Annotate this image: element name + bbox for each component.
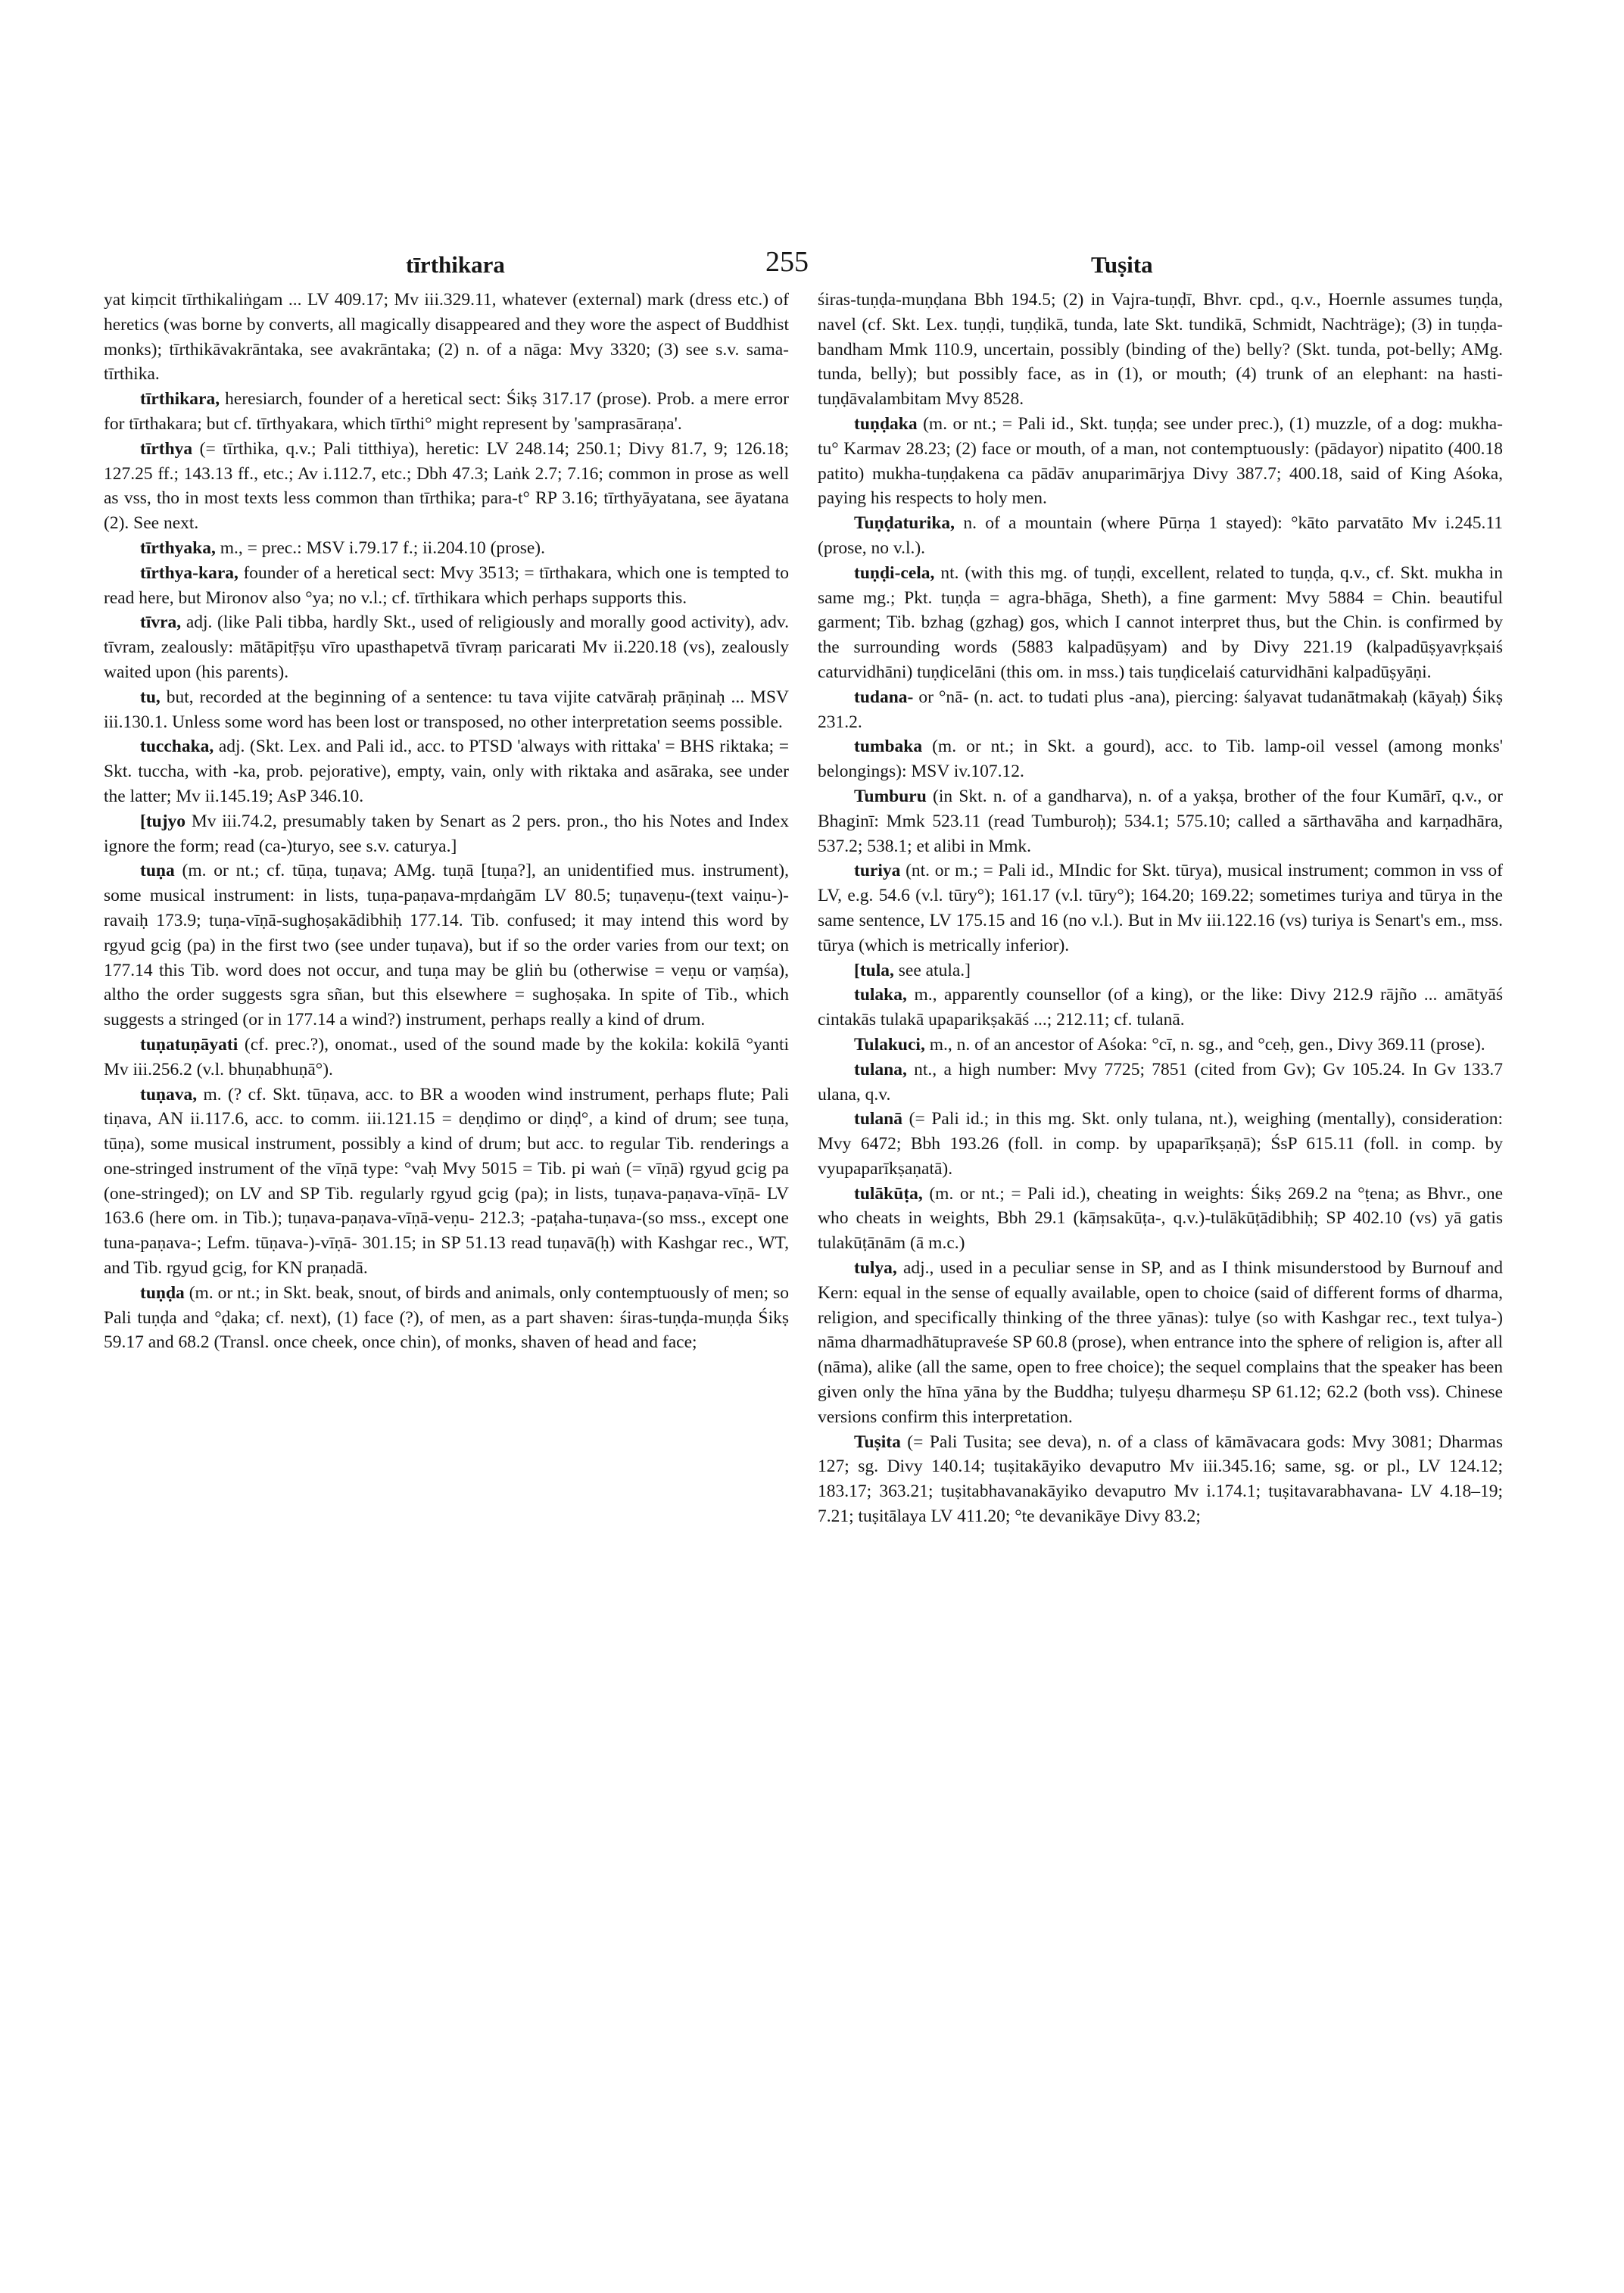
entry-headword: tulana,	[854, 1059, 907, 1080]
entry-headword: tīrthya-kara,	[140, 562, 238, 583]
entry-definition: nt. (with this mg. of tuṇḍi, excellent, related to tuṇḍa, q.v., cf. Skt. mukha in same mg.; Pkt. tuṇḍa = agra-bhāga, Sheth), a fine garment: Mvy 5884 = Chin. beautiful garment; Tib. bzhag (gzhag) gos, which I cannot interpret thus, but the Chin. is confirmed by the surrounding words (5883 kalpadūṣyam) and by Divy 221.19 (kalpadūṣyavṛkṣaiś caturvidhāni) tuṇḍicelāni (this om. in mss.) tais tuṇḍicelaiś caturvidhāni kalpadūṣyāṇi.	[818, 562, 1503, 682]
entry-headword: tuṇḍaka	[854, 413, 918, 434]
dictionary-entry	[104, 1033, 789, 1083]
dictionary-entry	[104, 437, 789, 536]
entry-headword: turiya	[854, 861, 901, 881]
entry-headword: Tulakuci,	[854, 1034, 925, 1055]
entry-definition: (= tīrthika, q.v.; Pali titthiya), heretic: LV 248.14; 250.1; Divy 81.7, 9; 126.18; 127.25 ff.; 143.13 ff., etc.; Av i.112.7, etc.; Dbh 47.3; Laṅk 2.7; 7.16; common in prose as well as vss, tho in most texts less common than tīrthika; para-t° RP 3.16; tīrthyāyatana, see āyatana (2). See next.	[104, 438, 789, 534]
dictionary-entry	[104, 858, 789, 1033]
entry-definition: nt., a high number: Mvy 7725; 7851 (cited from Gv); Gv 105.24. In Gv 133.7 ulana, q.v.	[818, 1059, 1503, 1104]
dictionary-entry	[818, 1430, 1503, 1529]
entry-definition: (nt. or m.; = Pali id., MIndic for Skt. tūrya), musical instrument; common in vss of LV, e.g. 54.6 (v.l. tūry°); 161.17 (v.l. tūry°); 164.20; 169.22; sometimes turiya and tūrya in the same sentence, LV 175.15 and 16 (no v.l.). But in Mv iii.122.16 (vs) turiya is Senart's em., mss. tūrya (which is metrically inferior).	[818, 861, 1503, 955]
entry-headword: tuṇatuṇāyati	[140, 1034, 238, 1055]
dictionary-entry	[818, 511, 1503, 561]
entry-headword: tumbaka	[854, 737, 923, 757]
dictionary-entry	[818, 958, 1503, 983]
dictionary-entry	[818, 983, 1503, 1033]
dictionary-entry	[104, 610, 789, 684]
entry-headword: tuṇa	[140, 861, 175, 881]
entry-definition: n. of a mountain (where Pūrṇa 1 stayed): °kāto parvatāto Mv i.245.11 (prose, no v.l.).	[818, 513, 1503, 558]
entry-headword: tulākūṭa,	[854, 1183, 923, 1204]
entry-headword: tīrthyaka,	[140, 537, 216, 558]
dictionary-entry	[818, 734, 1503, 784]
entry-definition: (= Pali id.; in this mg. Skt. only tulana, nt.), weighing (mentally), consideration: Mvy 6472; Bbh 193.26 (foll. in comp. by upaparīkṣaṇā); ŚsP 615.11 (foll. in comp. by vyupaparīkṣaṇatā).	[818, 1109, 1503, 1179]
dictionary-entry	[104, 685, 789, 735]
entry-definition: adj., used in a peculiar sense in SP, and as I think misunderstood by Burnouf and Kern: equal in the sense of equally available, open to choice (said of different forms of dharma, religion, and specifically thinking of the three yānas): tulye (so with Kashgar rec., text tulya-) nāma dharmadhātupraveśe SP 60.8 (prose), when entrance into the sphere of religion is, after all (nāma), alike (all the same, open to free choice); the sequel complains that the speaker has been given only the hīna yāna by the Buddha; tulyeṣu dharmeṣu SP 61.12; 62.2 (both vss). Chinese versions confirm this interpretation.	[818, 1258, 1503, 1427]
entry-definition: m., apparently counsellor (of a king), or the like: Divy 212.9 rājño ... amātyāś cintakās tulakā upaparikṣakāś ...; 212.11; cf. tulanā.	[818, 985, 1503, 1030]
page-number: 255	[765, 246, 809, 278]
entry-headword: Tumburu	[854, 786, 927, 806]
entry-definition: but, recorded at the beginning of a sentence: tu tava vijite catvāraḥ prāṇinaḥ ... MSV iii.130.1. Unless some word has been lost or transposed, no other interpretation seems possible.	[104, 687, 789, 732]
dictionary-entry	[818, 858, 1503, 958]
entry-headword: [tula,	[854, 960, 894, 980]
left-guide-word: tīrthikara	[406, 251, 505, 278]
entry-definition: (in Skt. n. of a gandharva), n. of a yakṣa, brother of the four Kumārī, q.v., or Bhaginī: Mmk 523.11 (read Tumburoḥ); 534.1; 575.10; called a sārthavāha and karṇadhāra, 537.2; 538.1; et alibi in Mmk.	[818, 786, 1503, 856]
dictionary-entry	[104, 536, 789, 561]
entry-definition: adj. (Skt. Lex. and Pali id., acc. to PTSD 'always with rittaka' = BHS riktaka; = Skt. tuccha, with -ka, prob. pejorative), empty, vain, only with riktaka and asāraka, see under the latter; Mv ii.145.19; AsP 346.10.	[104, 737, 789, 806]
entry-definition: śiras-tuṇḍa-muṇḍana Bbh 194.5; (2) in Vajra-tuṇḍī, Bhvr. cpd., q.v., Hoernle assumes tuṇḍa, navel (cf. Skt. Lex. tuṇḍi, tuṇḍikā, tunda, late Skt. tundikā, Schmidt, Nachträge); (3) in tuṇḍa-bandham Mmk 110.9, uncertain, possibly (binding of the) belly? (Skt. tunda, pot-belly; AMg. tunda, belly); but possibly face, as in (1), or mouth; (4) trunk of an elephant: na hasti-tuṇḍāvalambitam Mvy 8528.	[818, 290, 1503, 410]
entry-definition: or °nā- (n. act. to tudati plus -ana), piercing: śalyavat tudanātmakaḥ (kāyaḥ) Śikṣ 231.2.	[818, 687, 1503, 732]
dictionary-entry	[818, 561, 1503, 685]
entry-headword: tuṇḍi-cela,	[854, 562, 935, 583]
dictionary-entry	[818, 784, 1503, 858]
dictionary-entry	[104, 561, 789, 611]
left-column	[104, 288, 789, 2256]
entry-headword: tulanā	[854, 1109, 902, 1129]
dictionary-entry	[818, 1058, 1503, 1108]
dictionary-entry	[818, 288, 1503, 412]
dictionary-entry	[818, 1256, 1503, 1430]
entry-headword: tuṇava,	[140, 1084, 198, 1104]
entry-definition: adj. (like Pali tibba, hardly Skt., used of religiously and morally good activity), adv. tīvram, zealously: mātāpitṝṣu vīro upasthapetvā tīvraṃ paricarati Mv ii.220.18 (vs), zealously waited upon (his parents).	[104, 612, 789, 682]
entry-headword: [tujyo	[140, 811, 186, 831]
entry-headword: tu,	[140, 687, 161, 707]
entry-definition: yat kiṃcit tīrthikaliṅgam ... LV 409.17; Mv iii.329.11, whatever (external) mark (dress etc.) of heretics (was borne by converts, all magically disappeared and they wore the aspect of Buddhist monks); tīrthikāvakrāntaka, see avakrāntaka; (2) n. of a nāga: Mvy 3320; (3) see s.v. sama-tīrthika.	[104, 290, 789, 385]
entry-definition: heresiarch, founder of a heretical sect: Śikṣ 317.17 (prose). Prob. a mere error for tīrthakara; but cf. tīrthyakara, which tīrthi° might represent by 'samprasāraṇa'.	[104, 389, 789, 434]
dictionary-entry	[104, 387, 789, 437]
entry-definition: (= Pali Tusita; see deva), n. of a class of kāmāvacara gods: Mvy 3081; Dharmas 127; sg. Divy 140.14; tuṣitakāyiko devaputro Mv iii.345.16; same, sg. or pl., LV 124.12; 183.17; 363.21; tuṣitabhavanakāyiko devaputro Mv i.174.1; tuṣitavarabhavana- LV 4.18–19; 7.21; tuṣitālaya LV 411.20; °te devanikāye Divy 83.2;	[818, 1432, 1503, 1527]
dictionary-entry	[104, 809, 789, 859]
dictionary-entry	[104, 1281, 789, 1355]
entry-definition: (m. or nt.; = Pali id.), cheating in weights: Śikṣ 269.2 na °ṭena; as Bhvr., one who cheats in weights, Bbh 29.1 (kāṃsakūṭa-, q.v.)-tulākūṭādibhiḥ; SP 402.10 (vs) yā gatis tulakūṭānām (ā m.c.)	[818, 1183, 1503, 1254]
dictionary-entry	[104, 734, 789, 808]
entry-headword: tīvra,	[140, 612, 182, 633]
entry-definition: m., n. of an ancestor of Aśoka: °cī, n. sg., and °ceḥ, gen., Divy 369.11 (prose).	[929, 1034, 1485, 1055]
dictionary-entry	[818, 1182, 1503, 1256]
entry-definition: m., = prec.: MSV i.79.17 f.; ii.204.10 (prose).	[220, 537, 546, 558]
entry-headword: tuṇḍa	[140, 1282, 185, 1303]
dictionary-entry	[818, 685, 1503, 735]
entry-headword: tulaka,	[854, 985, 907, 1005]
entry-definition: (m. or nt.; in Skt. beak, snout, of birds and animals, only contemptuously of men; so Pali tuṇḍa and °ḍaka; cf. next), (1) face (?), of men, as a part shaven: śiras-tuṇḍa-muṇḍa Śikṣ 59.17 and 68.2 (Transl. once cheek, once chin), of monks, shaven of head and face;	[104, 1282, 789, 1353]
entry-definition: Mv iii.74.2, presumably taken by Senart as 2 pers. pron., tho his Notes and Index ignore the form; read (ca-)turyo, see s.v. caturya.]	[104, 811, 789, 856]
dictionary-entry	[818, 1107, 1503, 1181]
entry-definition: (m. or nt.; = Pali id., Skt. tuṇḍa; see under prec.), (1) muzzle, of a dog: mukha-tu° Karmav 28.23; (2) face or mouth, of a man, not contemptuously: (pādayor) nipatito (400.18 patito) mukha-tuṇḍakena ca pādāv anuparimārjya Divy 387.7; 400.18, said of King Aśoka, paying his respects to holy men.	[818, 413, 1503, 509]
right-guide-word: Tuṣita	[1091, 251, 1153, 278]
dictionary-entry	[104, 288, 789, 387]
entry-definition: see atula.]	[898, 960, 971, 980]
entry-headword: tucchaka,	[140, 737, 214, 757]
right-column	[818, 288, 1503, 2256]
entry-headword: tīrthikara,	[140, 389, 220, 410]
entry-definition: (cf. prec.?), onomat., used of the sound made by the kokila: kokilā °yanti Mv iii.256.2 (v.l. bhuṇabhuṇā°).	[104, 1034, 789, 1080]
entry-headword: tulya,	[854, 1258, 897, 1279]
entry-definition: (m. or nt.; in Skt. a gourd), acc. to Tib. lamp-oil vessel (among monks' belongings): MSV iv.107.12.	[818, 737, 1503, 782]
entry-headword: Tuṣita	[854, 1432, 901, 1452]
entry-definition: (m. or nt.; cf. tūṇa, tuṇava; AMg. tuṇā [tuṇa?], an unidentified mus. instrument), some musical instrument: in lists, tuṇa-paṇava-mṛdaṅgām LV 80.5; tuṇaveṇu-(text vaiṇu-)-ravaiḥ 173.9; tuṇa-vīṇā-sughoṣakādibhiḥ 177.14. Tib. confused; it may intend this word by rgyud gcig (pa) in the first two (see under tuṇava), but if so the order varies from our text; on 177.14 this Tib. word does not occur, and tuṇa may be gliṅ bu (otherwise = veṇu or vaṃśa), altho the order suggests sgra sñan, but this elsewhere = sughoṣaka. In spite of Tib., which suggests a stringed (or in 177.14 a wind?) instrument, perhaps really a kind of drum.	[104, 861, 789, 1030]
entry-definition: m. (? cf. Skt. tūṇava, acc. to BR a wooden wind instrument, perhaps flute; Pali tiṇava, AN ii.117.6, acc. to comm. iii.121.15 = deṇḍimo or diṇḍ°, a kind of drum; see tuṇa, tūṇa), some musical instrument, possibly a kind of drum; but acc. to regular Tib. renderings a one-stringed instrument of the vīṇā type: °vaḥ Mvy 5015 = Tib. pi waṅ (= vīṇā) rgyud gcig pa (one-stringed); on LV and SP Tib. regularly rgyud gcig (pa); in lists, tuṇava-paṇava-vīṇā- LV 163.6 (here om. in Tib.); tuṇava-paṇava-vīṇā-veṇu- 212.3; -paṭaha-tuṇava-(so mss., except one tuna-paṇava-; Lefm. tūṇava-)-vīṇā- 301.15; in SP 51.13 read tuṇavā(ḥ) with Kashgar rec., WT, and Tib. rgyud gcig, for KN praṇadā.	[104, 1084, 789, 1279]
dictionary-entry	[818, 412, 1503, 511]
entry-headword: tīrthya	[140, 438, 193, 459]
dictionary-entry	[104, 1083, 789, 1281]
dictionary-entry	[818, 1033, 1503, 1058]
entry-definition: founder of a heretical sect: Mvy 3513; = tīrthakara, which one is tempted to read here, but Mironov also °ya; no v.l.; cf. tīrthikara which perhaps supports this.	[104, 562, 789, 608]
entry-headword: tudana-	[854, 687, 914, 707]
entry-headword: Tuṇḍaturika,	[854, 513, 955, 534]
